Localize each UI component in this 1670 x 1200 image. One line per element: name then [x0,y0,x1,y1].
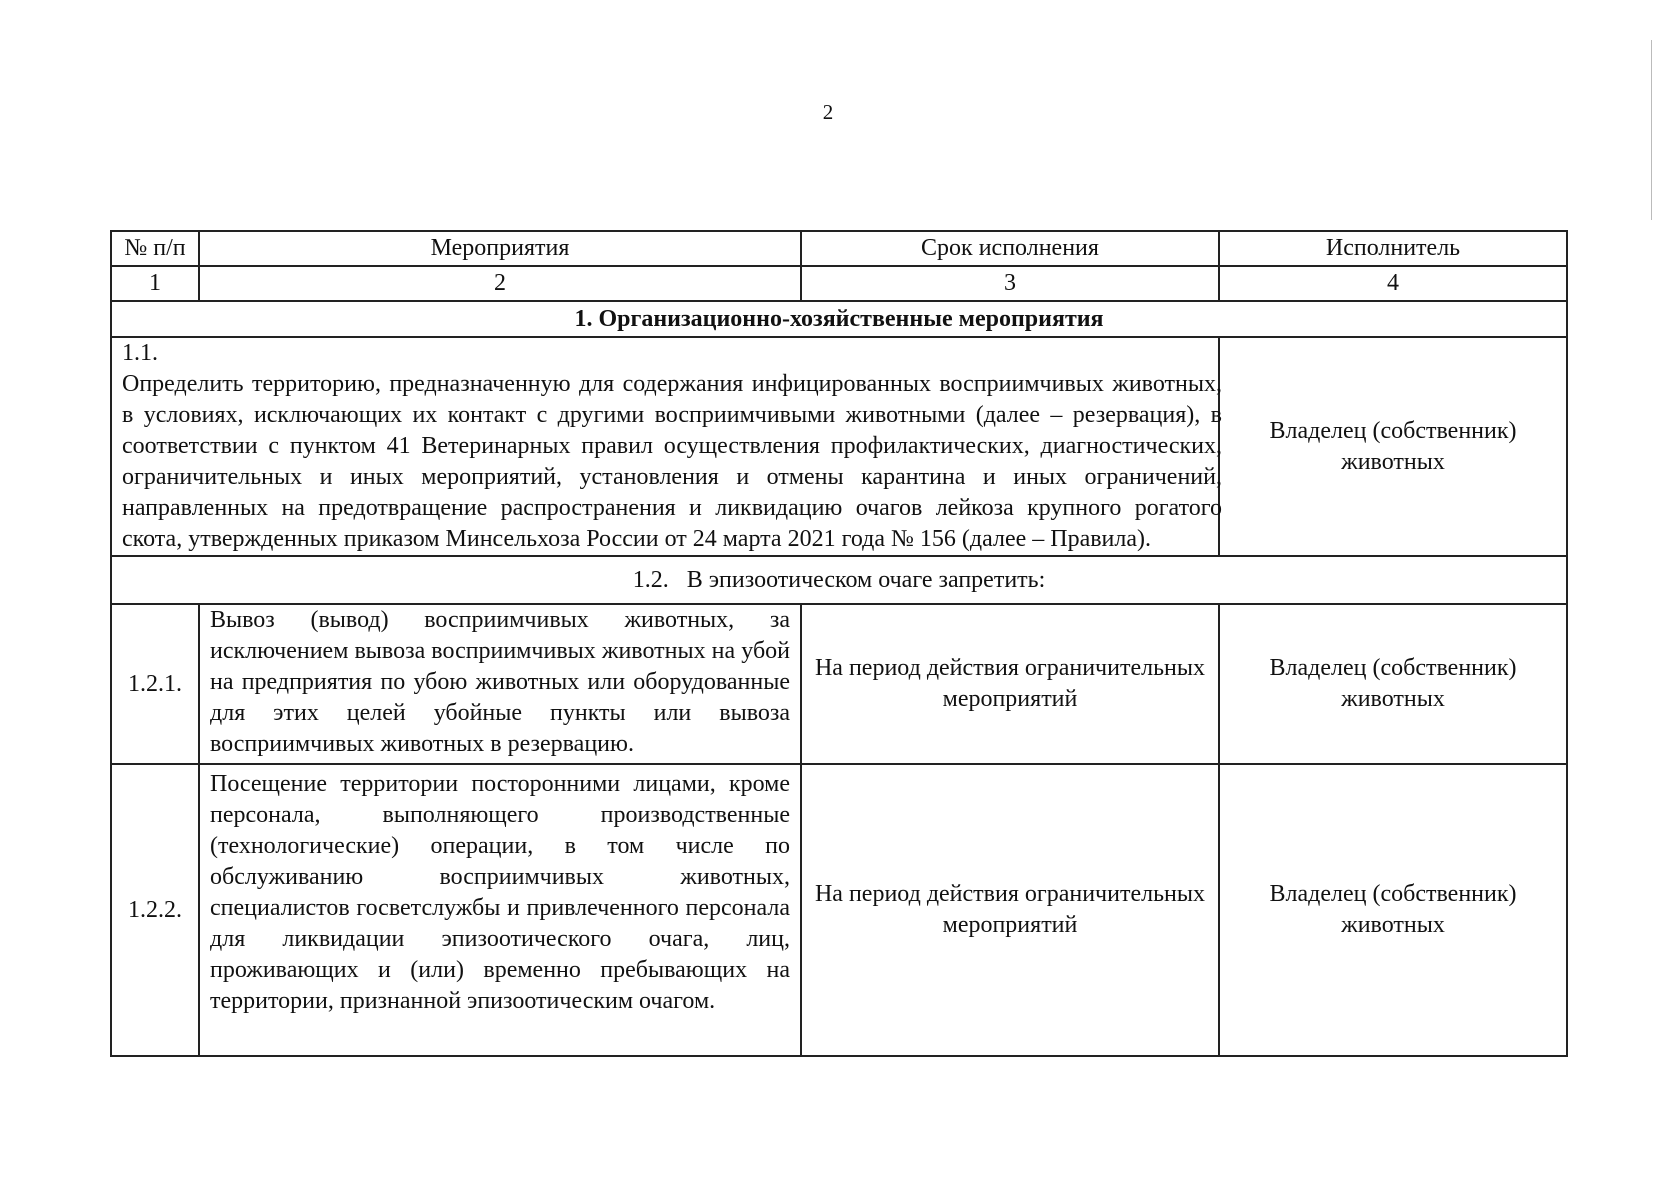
measures-table [110,230,1568,1057]
row-1-1-cell [111,337,1222,556]
column-number-2: 2 [199,266,801,301]
section-title: 1. Организационно-хозяйственные мероприятия [111,301,1567,337]
section-row [111,301,1567,337]
column-number-row [111,266,1567,301]
row-1-1-text: Определить территорию, предназначенную для содержания инфицированных восприимчивых животных, в условиях, исключающих их контакт с другими восприимчивыми животными (далее – резервация), в соответствии с пунктом 41 Ветеринарных правил осуществления профилактических, диагностических, ограничительных и иных мероприятий, установления и отмены карантина и иных ограничений, направленных на предотвращение распространения и ликвидацию очагов лейкоза крупного рогатого скота, утвержденных приказом Минсельхоза России от 24 марта 2021 года № 156 (далее – Правила). [122,371,1222,552]
table-row-1-1 [111,337,1567,556]
row-1-2-1-deadline: На период действия ограничительных мероприятий [801,604,1219,764]
header-measures: Мероприятия [199,231,801,266]
table-row-1-2-1 [111,604,1567,764]
header-deadline: Срок исполнения [801,231,1219,266]
header-executor: Исполнитель [1219,231,1567,266]
column-number-1: 1 [111,266,199,301]
table-row-1-2-2 [111,764,1567,1056]
column-number-3: 3 [801,266,1219,301]
subsection-row [111,556,1567,604]
page-number: 2 [822,100,834,124]
row-1-2-2-deadline: На период действия ограничительных мероприятий [801,764,1219,1056]
row-1-2-2-text: Посещение территории посторонними лицами, кроме персонала, выполняющего производственные (технологические) операции, в том числе по обслуживанию восприимчивых животных, специалистов госветслужбы и привлеченного персонала для ликвидации эпизоотического очага, лиц, проживающих и (или) временно пребывающих на территории, признанной эпизоотическим очагом. [199,764,801,1056]
row-1-2-1-text: Вывоз (вывод) восприимчивых животных, за исключением вывоза восприимчивых животных на убой на предприятия по убою животных или оборудованные для этих целей убойные пункты или вывоза восприимчивых животных в резервацию. [199,604,801,764]
header-row [111,231,1567,266]
row-1-2-2-executor: Владелец (собственник) животных [1219,764,1567,1056]
subsection-title: 1.2. В эпизоотическом очаге запретить: [111,556,1567,604]
row-1-2-2-number: 1.2.2. [111,764,199,1056]
scan-edge-line [1651,40,1652,220]
column-number-4: 4 [1219,266,1567,301]
header-number: № п/п [111,231,199,266]
row-1-2-1-executor: Владелец (собственник) животных [1219,604,1567,764]
row-1-2-1-number: 1.2.1. [111,604,199,764]
row-1-1-number: 1.1. [122,340,158,366]
row-1-1-executor: Владелец (собственник) животных [1219,337,1567,556]
